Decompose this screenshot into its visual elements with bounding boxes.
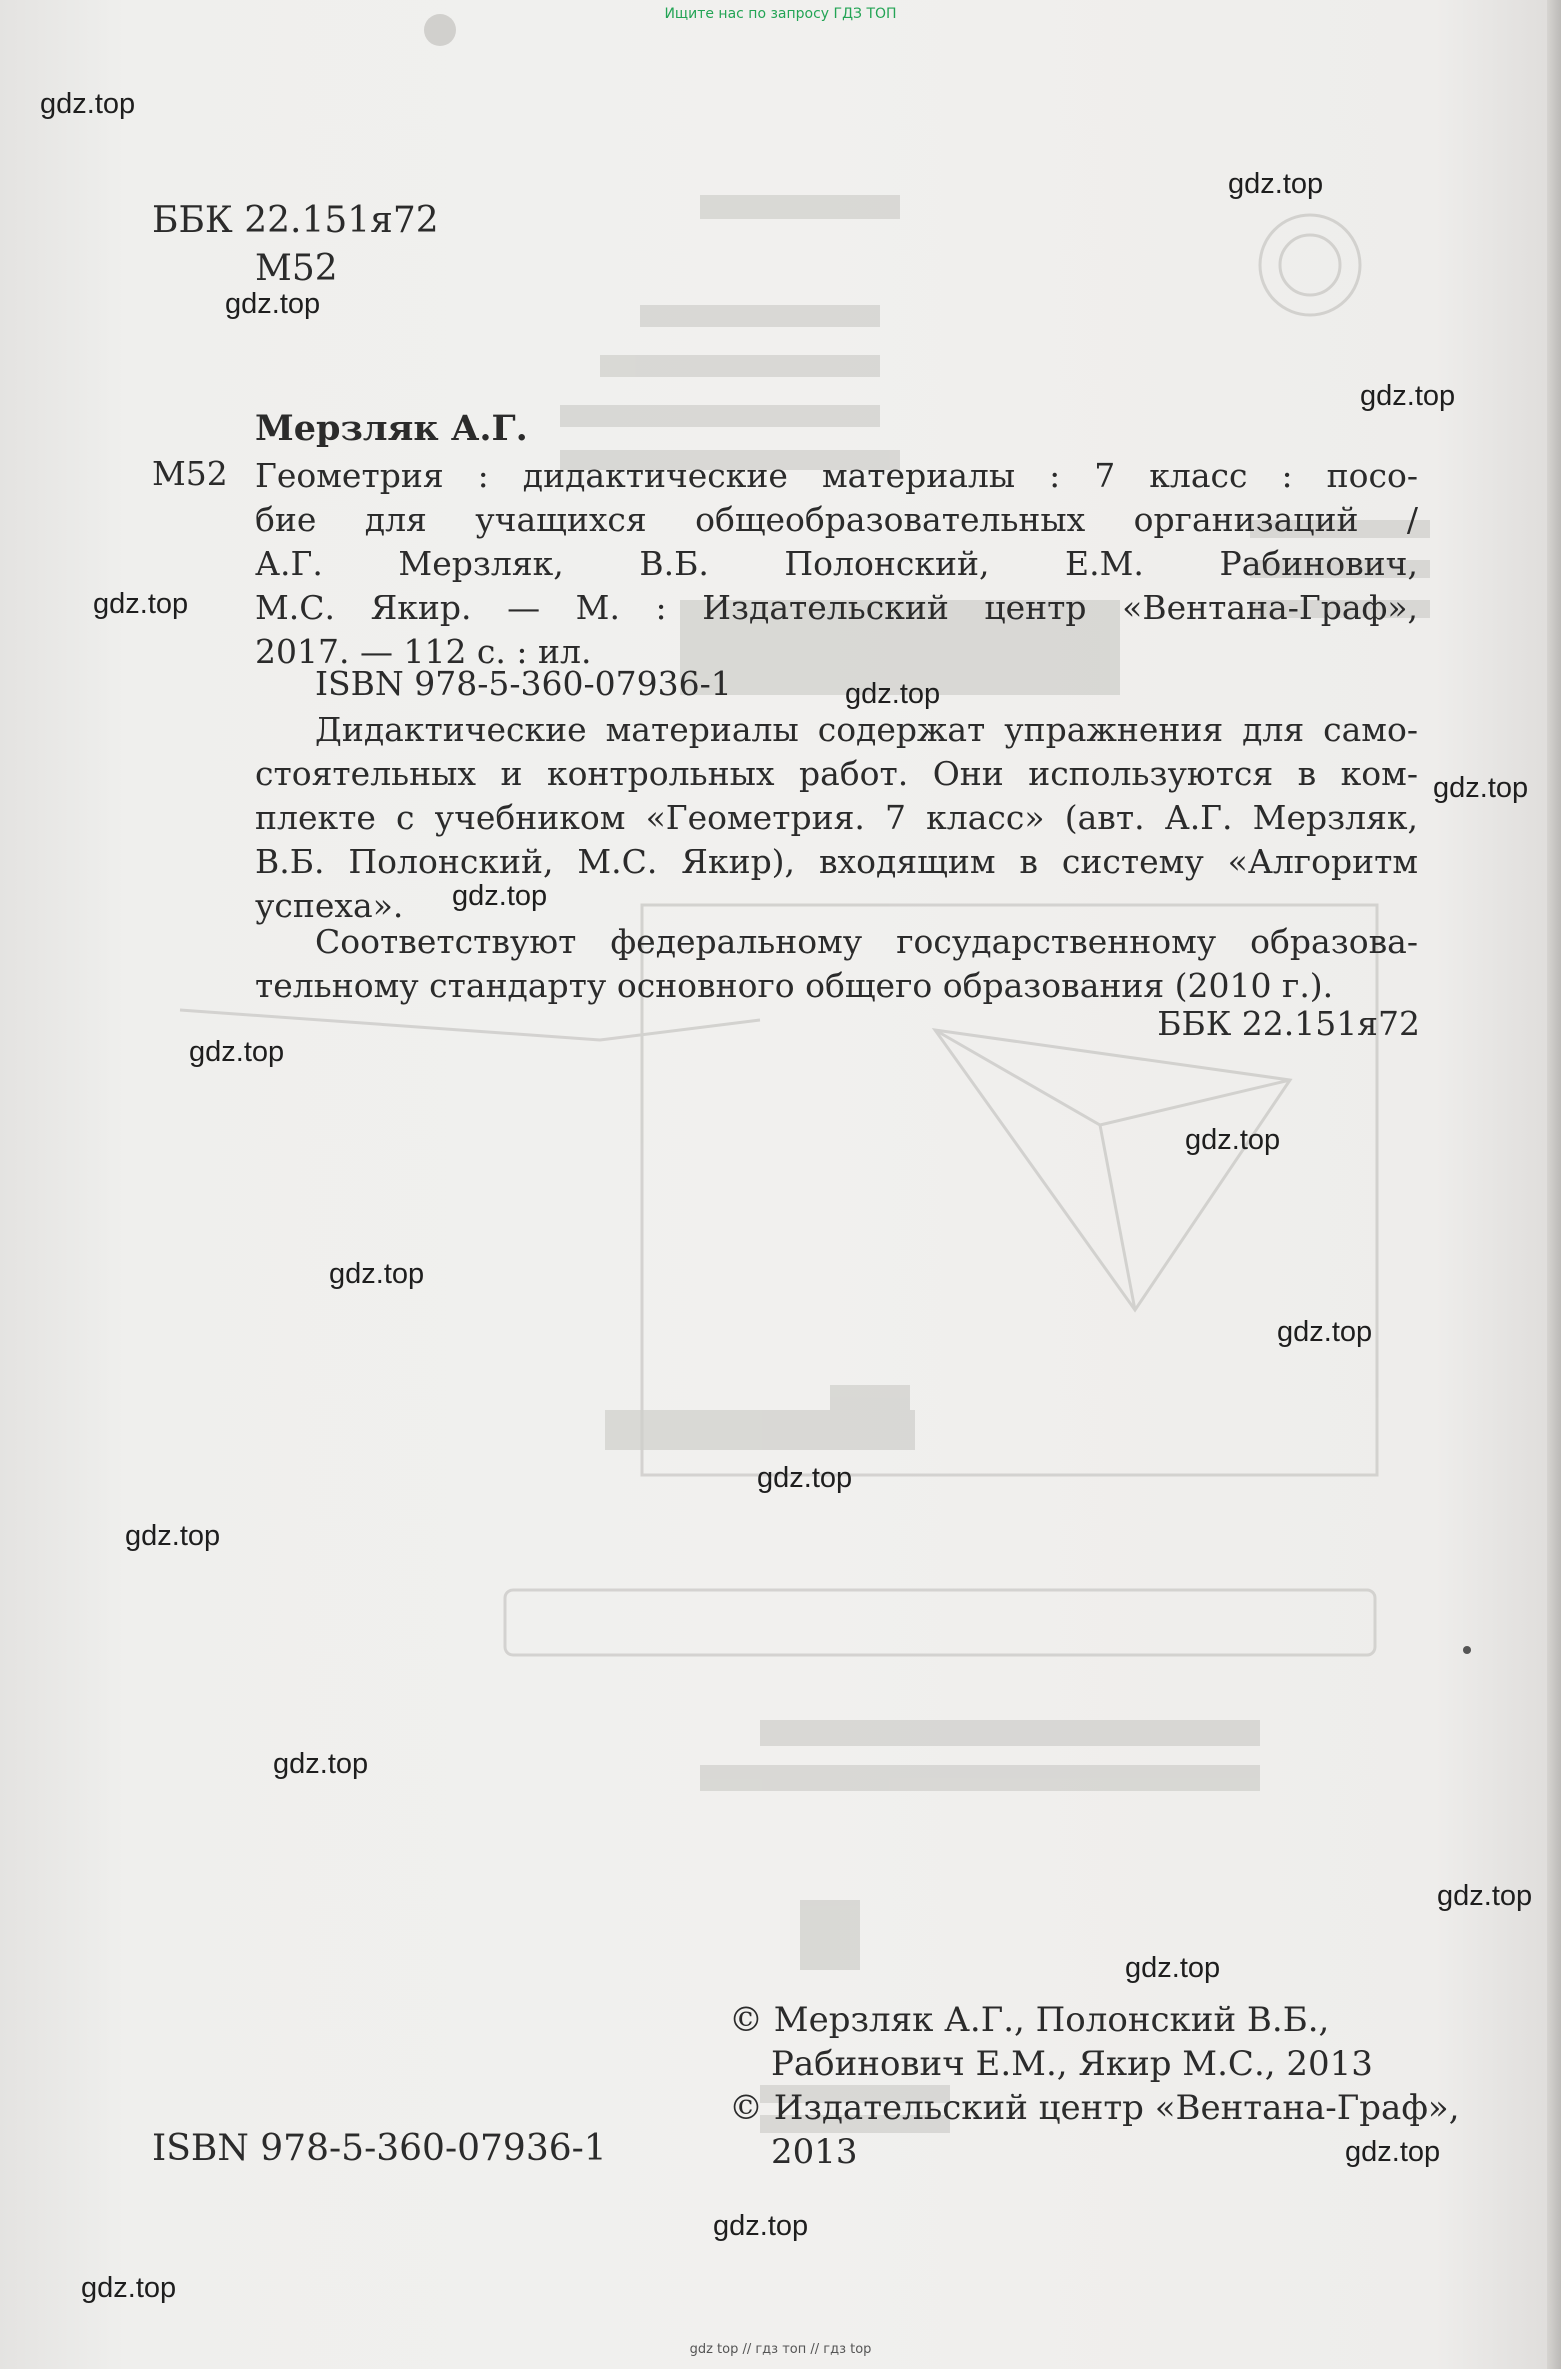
- annotation-line: успеха».: [255, 886, 404, 925]
- description-line: Геометрия : дидактические материалы : 7 класс : посо-: [255, 456, 1418, 495]
- copyright-line: © Издательский центр «Вентана-Граф»,: [729, 2088, 1460, 2128]
- watermark: gdz.top: [713, 2210, 809, 2242]
- annotation-line: стоятельных и контрольных работ. Они используются в ком-: [255, 754, 1418, 793]
- standard-note-continued: [255, 964, 1418, 1008]
- watermark: gdz.top: [329, 1258, 425, 1290]
- watermark: gdz.top: [125, 1520, 221, 1552]
- watermark: gdz.top: [1185, 1124, 1281, 1156]
- bbk-code-bottom: ББК 22.151я72: [1157, 1004, 1420, 1043]
- watermark: gdz.top: [1345, 2136, 1441, 2168]
- watermark: gdz.top: [189, 1036, 285, 1068]
- bibliographic-description: [255, 454, 1418, 674]
- annotation-continued: [255, 752, 1418, 928]
- standard-line: тельному стандарту основного общего образования (2010 г.).: [255, 966, 1334, 1005]
- watermark: gdz.top: [1125, 1952, 1221, 1984]
- author-sign: М52: [255, 248, 338, 289]
- isbn-inline: ISBN 978-5-360-07936-1: [315, 664, 732, 703]
- watermark: gdz.top: [225, 288, 321, 320]
- copyright-line: Рабинович Е.М., Якир М.С., 2013: [771, 2044, 1373, 2084]
- watermark: gdz.top: [40, 88, 136, 120]
- annotation-line: плекте с учебником «Геометрия. 7 класс» (авт. А.Г. Мерзляк,: [255, 798, 1418, 837]
- description-line: бие для учащихся общеобразовательных организаций /: [255, 500, 1418, 539]
- description-line: М.С. Якир. — М. : Издательский центр «Вентана-Граф»,: [255, 588, 1418, 627]
- watermark: gdz.top: [81, 2272, 177, 2304]
- copyright-line: 2013: [771, 2132, 858, 2172]
- annotation-line: Дидактические материалы содержат упражнения для само-: [315, 710, 1418, 749]
- watermark: gdz.top: [273, 1748, 369, 1780]
- watermark: gdz.top: [845, 678, 941, 710]
- watermark: gdz.top: [1360, 380, 1456, 412]
- standard-line: Соответствуют федеральному государственному образова-: [315, 922, 1418, 961]
- bbk-code: ББК 22.151я72: [152, 200, 439, 241]
- watermark: gdz.top: [757, 1462, 853, 1494]
- top-banner[interactable]: Ищите нас по запросу ГДЗ ТОП: [664, 6, 897, 22]
- standard-note: [255, 920, 1418, 964]
- isbn-bottom: ISBN 978-5-360-07936-1: [152, 2128, 607, 2169]
- watermark: gdz.top: [1277, 1316, 1373, 1348]
- watermark: gdz.top: [93, 588, 189, 620]
- author-heading: Мерзляк А.Г.: [255, 408, 528, 449]
- watermark: gdz.top: [452, 880, 548, 912]
- annotation: [255, 708, 1418, 752]
- watermark: gdz.top: [1228, 168, 1324, 200]
- annotation-line: В.Б. Полонский, М.С. Якир), входящим в систему «Алгоритм: [255, 842, 1418, 881]
- copyright-line: © Мерзляк А.Г., Полонский В.Б.,: [729, 2000, 1330, 2040]
- author-sign-inline: М52: [152, 454, 228, 493]
- watermark: gdz.top: [1433, 772, 1529, 804]
- watermark: gdz.top: [1437, 1880, 1533, 1912]
- description-line: А.Г. Мерзляк, В.Б. Полонский, Е.М. Рабинович,: [255, 544, 1418, 583]
- bottom-banner[interactable]: gdz top // гдз топ // гдз top: [689, 2342, 872, 2357]
- description-line: 2017. — 112 с. : ил.: [255, 632, 592, 671]
